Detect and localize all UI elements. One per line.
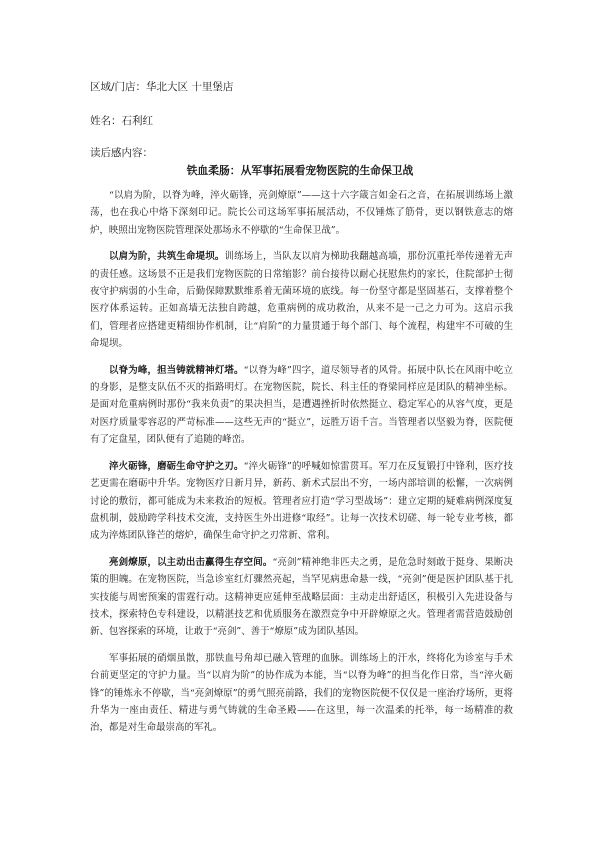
store-value: 华北大区 十里堡店 (146, 81, 234, 93)
essay-title: 铁血柔肠：从军事拓展看宠物医院的生命保卫战 (186, 164, 414, 177)
paragraph-temper (90, 458, 513, 545)
store-line (90, 80, 233, 94)
paragraph-sword (90, 554, 513, 641)
paragraph-shoulder (90, 248, 513, 352)
paragraph-lead: 淬火砺锋，磨砺生命守护之刃。 (109, 460, 244, 472)
name-line (90, 114, 153, 128)
content-label: 读后感内容： (90, 147, 153, 159)
name-label: 姓名： (90, 115, 122, 127)
paragraph-lead: 以肩为阶，共筑生命堤坝。 (109, 251, 225, 263)
paragraph-intro (90, 187, 513, 239)
paragraph-lead: 以脊为峰，担当铸就精神灯塔。 (109, 364, 244, 376)
paragraph-lead: 亮剑燎原，以主动出击赢得生存空间。 (109, 556, 273, 568)
paragraph-conclusion (90, 650, 513, 737)
paragraph-text: “以肩为阶，以脊为峰，淬火砺锋，亮剑燎原”——这十六字箴言如金石之音，在拓展训练场上激荡，也在我心中烙下深刻印记。院长公司这场军事拓展活动，不仅锤炼了筋骨，更以钢铁意志的熔炉，映照出宠物医院管理深处那场永不停歇的“生命保卫战”。 (90, 190, 513, 236)
paragraph-text: 训练场上，当队友以肩为梯助我翻越高墙，那份沉重托举传递着无声的责任感。这场景不正是我们宠物医院的日常缩影？前台接待以耐心抚慰焦灼的家长，住院部护士彻夜守护病弱的小生命，后勤保障默默维系着无菌环境的底线。每一份坚守都是坚固基石，支撑着整个医疗体系运转。正如高墙无法独自跨越，危重病例的成功救治，从来不是一己之力可为。这启示我们，管理者应搭建更精细协作机制，让“肩阶”的力量贯通于每个部门、每个流程，构建牢不可破的生命堤坝。 (90, 251, 513, 350)
paragraph-spine (90, 362, 513, 449)
name-value: 石利红 (121, 115, 153, 127)
paragraph-text: “以脊为峰”四字，道尽领导者的风骨。拓展中队长在风雨中屹立的身影，是整支队伍不灭的指路明灯。在宠物医院，院长、科主任的脊梁同样应是团队的精神坐标。是面对危重病例时那份“我来负责”的果决担当，是遭遇挫折时依然挺立、稳定军心的从容气度，更是对医疗质量零容忍的严苛标准——这些无声的“挺立”，远胜万语千言。当管理者以坚毅为脊，医院便有了定盘星，团队便有了追随的峰峦。 (90, 364, 513, 446)
store-label: 区域/门店： (90, 81, 147, 93)
paragraph-text: 军事拓展的硝烟虽散，那铁血号角却已融入管理的血脉。训练场上的汗水，终将化为诊室与手术台前更坚定的守护力量。当“以肩为阶”的协作成为本能，当“以脊为峰”的担当化作日常，当“淬火砺锋”的锤炼永不停歇，当“亮剑燎原”的勇气照亮前路，我们的宠物医院便不仅仅是一座治疗场所，更将升华为一座由责任、精进与勇气铸就的生命圣殿——在这里，每一次温柔的托举，每一场精准的救治，都是对生命最崇高的军礼。 (90, 652, 513, 734)
paragraph-text: “淬火砺锋”的呼喊如惊雷贯耳。军刀在反复锻打中锋利，医疗技艺更需在磨砺中升华。宠物医疗日新月异，新药、新术式层出不穷，一场内部培训的松懈，一次病例讨论的敷衍，都可能成为未来救治的短板。管理者应打造“学习型战场”：建立定期的疑难病例深度复盘机制，鼓励跨学科技术交流，支持医生外出进修“取经”。让每一次技术切磋、每一轮专业考核，都成为淬炼团队锋芒的熔炉，确保生命守护之刃常新、常利。 (90, 460, 513, 542)
paragraph-text: “亮剑”精神绝非匹夫之勇，是危急时刻敢于挺身、果断决策的胆魄。在宠物医院，当急诊室红灯骤然亮起，当罕见病患命悬一线，“亮剑”便是医护团队基于扎实技能与周密预案的雷霆行动。这精神更应延伸至战略层面：主动走出舒适区，积极引入先进设备与技术，探索特色专科建设，以精湛技艺和优质服务在激烈竞争中开辟燎原之火。管理者需营造鼓励创新、包容探索的环境，让敢于“亮剑”、善于“燎原”成为团队基因。 (90, 556, 513, 638)
essay-body (90, 187, 513, 746)
